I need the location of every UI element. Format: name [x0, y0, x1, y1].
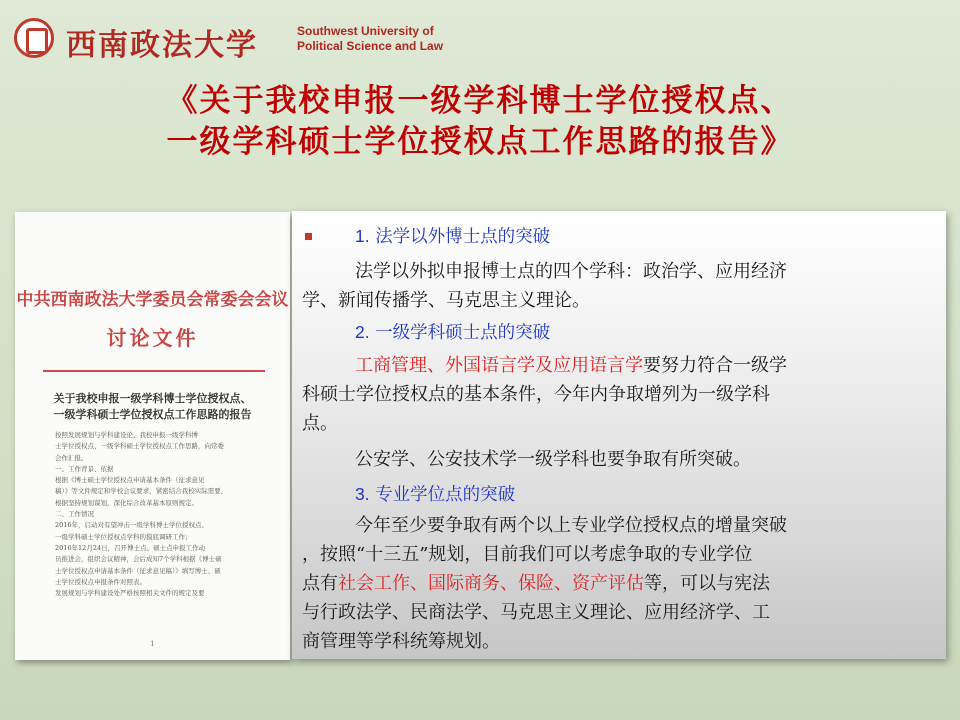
logo-name-en-line2: Political Science and Law	[297, 39, 444, 53]
section2-highlight: 工商管理、外国语言学及应用语言学	[355, 355, 643, 376]
logo-name-cn: 西南政法大学	[66, 28, 258, 63]
section2-heading-text: 一级学科硕士点的突破	[375, 323, 551, 343]
document-body-line: 士学位授权点、一级学科硕士学位授权点工作思路，向常委	[55, 442, 224, 451]
section3-text-line2: ，按照“十三五”规划，目前我们可以考虑争取的专业学位	[302, 544, 753, 565]
section1-heading-text: 法学以外博士点的突破	[375, 227, 551, 247]
section2-text-after: 要努力符合一级学	[643, 355, 787, 376]
university-logo	[12, 18, 462, 62]
document-subtitle-line1: 关于我校申报一级学科博士学位授权点、	[53, 392, 252, 405]
document-body-line: 会作汇报。	[55, 453, 88, 462]
document-body-line: 根据坚持规划谋划，深化综合改革基本原则规定。	[55, 498, 198, 507]
document-body	[55, 430, 270, 599]
section2-text-para2: 公安学、公安技术学一级学科也要争取有所突破。	[355, 449, 751, 470]
document-body-line: 员推进会，组织会议精神，会后成知7个学科根据《博士硕	[55, 555, 222, 564]
section3-heading-text: 专业学位点的突破	[375, 485, 516, 505]
document-header-line1: 中共西南政法大学委员会常委会会议	[16, 290, 289, 310]
document-body-line: 2016年，启动对有望冲击一级学科博士学位授权点、	[55, 521, 209, 530]
section3-text-line4: 与行政法学、民商法学、马克思主义理论、应用经济学、工	[302, 602, 770, 623]
slide-title-line2: 一级学科硕士学位授权点工作思路的报告》	[166, 124, 794, 160]
section1-heading	[355, 223, 550, 248]
slide-title-line1: 《关于我校申报一级学科博士学位授权点、	[166, 83, 794, 119]
section3-text-line5: 商管理等学科统筹规划。	[302, 631, 500, 652]
document-image	[15, 212, 290, 660]
section3-text-before: 点有	[302, 573, 338, 594]
logo-name-en	[297, 24, 443, 54]
university-seal-icon	[14, 18, 54, 58]
document-header-line2: 讨论文件	[106, 326, 199, 350]
document-subtitle-line2: 一级学科硕士学位授权点工作思路的报告	[53, 408, 252, 421]
section1-text-line1: 法学以外拟申报博士点的四个学科：政治学、应用经济	[355, 261, 787, 282]
document-body-line: 士学位授权点申请基本条件（征求意见稿）》填写博士、硕	[55, 566, 221, 575]
document-body-line: 根据《博士硕士学位授权点申请基本条件（征求意见	[55, 476, 205, 485]
section3-text-line3	[302, 569, 770, 595]
section3-heading	[355, 481, 515, 506]
section2-text-line1	[355, 351, 787, 377]
document-body-line: 2016年12月24日，召开博士点、硕士点申报工作动	[55, 543, 206, 552]
document-body-line: 按照发展规划与学科建设论，我校申报一级学科博	[55, 431, 198, 439]
document-body-line: 稿）》等文件规定和学校会议要求，紧密结合我校实际需要，	[55, 487, 228, 496]
document-divider	[43, 370, 265, 372]
document-body-line: 一级学科硕士学位授权点学科的摸底调研工作；	[55, 532, 192, 541]
document-body-line: 一、工作背景、依据	[55, 464, 114, 473]
section2-number: 2.	[355, 322, 370, 342]
logo-name-en-line1: Southwest University of	[297, 24, 434, 38]
section2-text-line2: 科硕士学位授权点的基本条件，今年内争取增列为一级学科	[302, 384, 770, 405]
section2-text-line3: 点。	[302, 413, 338, 434]
section2-heading	[355, 319, 550, 344]
document-body-line: 士学位授权点申报条件对照表。	[55, 577, 146, 586]
section1-number: 1.	[355, 226, 370, 246]
document-body-line: 二、工作情况	[55, 510, 94, 519]
section1-text-line2: 学、新闻传播学、马克思主义理论。	[302, 290, 590, 311]
content-panel	[292, 211, 946, 659]
section3-number: 3.	[355, 484, 370, 504]
document-page-number: 1	[150, 640, 155, 648]
section3-text-line1: 今年至少要争取有两个以上专业学位授权点的增量突破	[355, 515, 787, 536]
section3-highlight: 社会工作、国际商务、保险、资产评估	[338, 573, 644, 594]
document-body-line: 发展规划与学科建设处严格按照相关文件的规定及要	[55, 589, 205, 598]
bullet-square-icon	[305, 233, 312, 240]
section3-text-after: 等，可以与宪法	[644, 573, 770, 594]
